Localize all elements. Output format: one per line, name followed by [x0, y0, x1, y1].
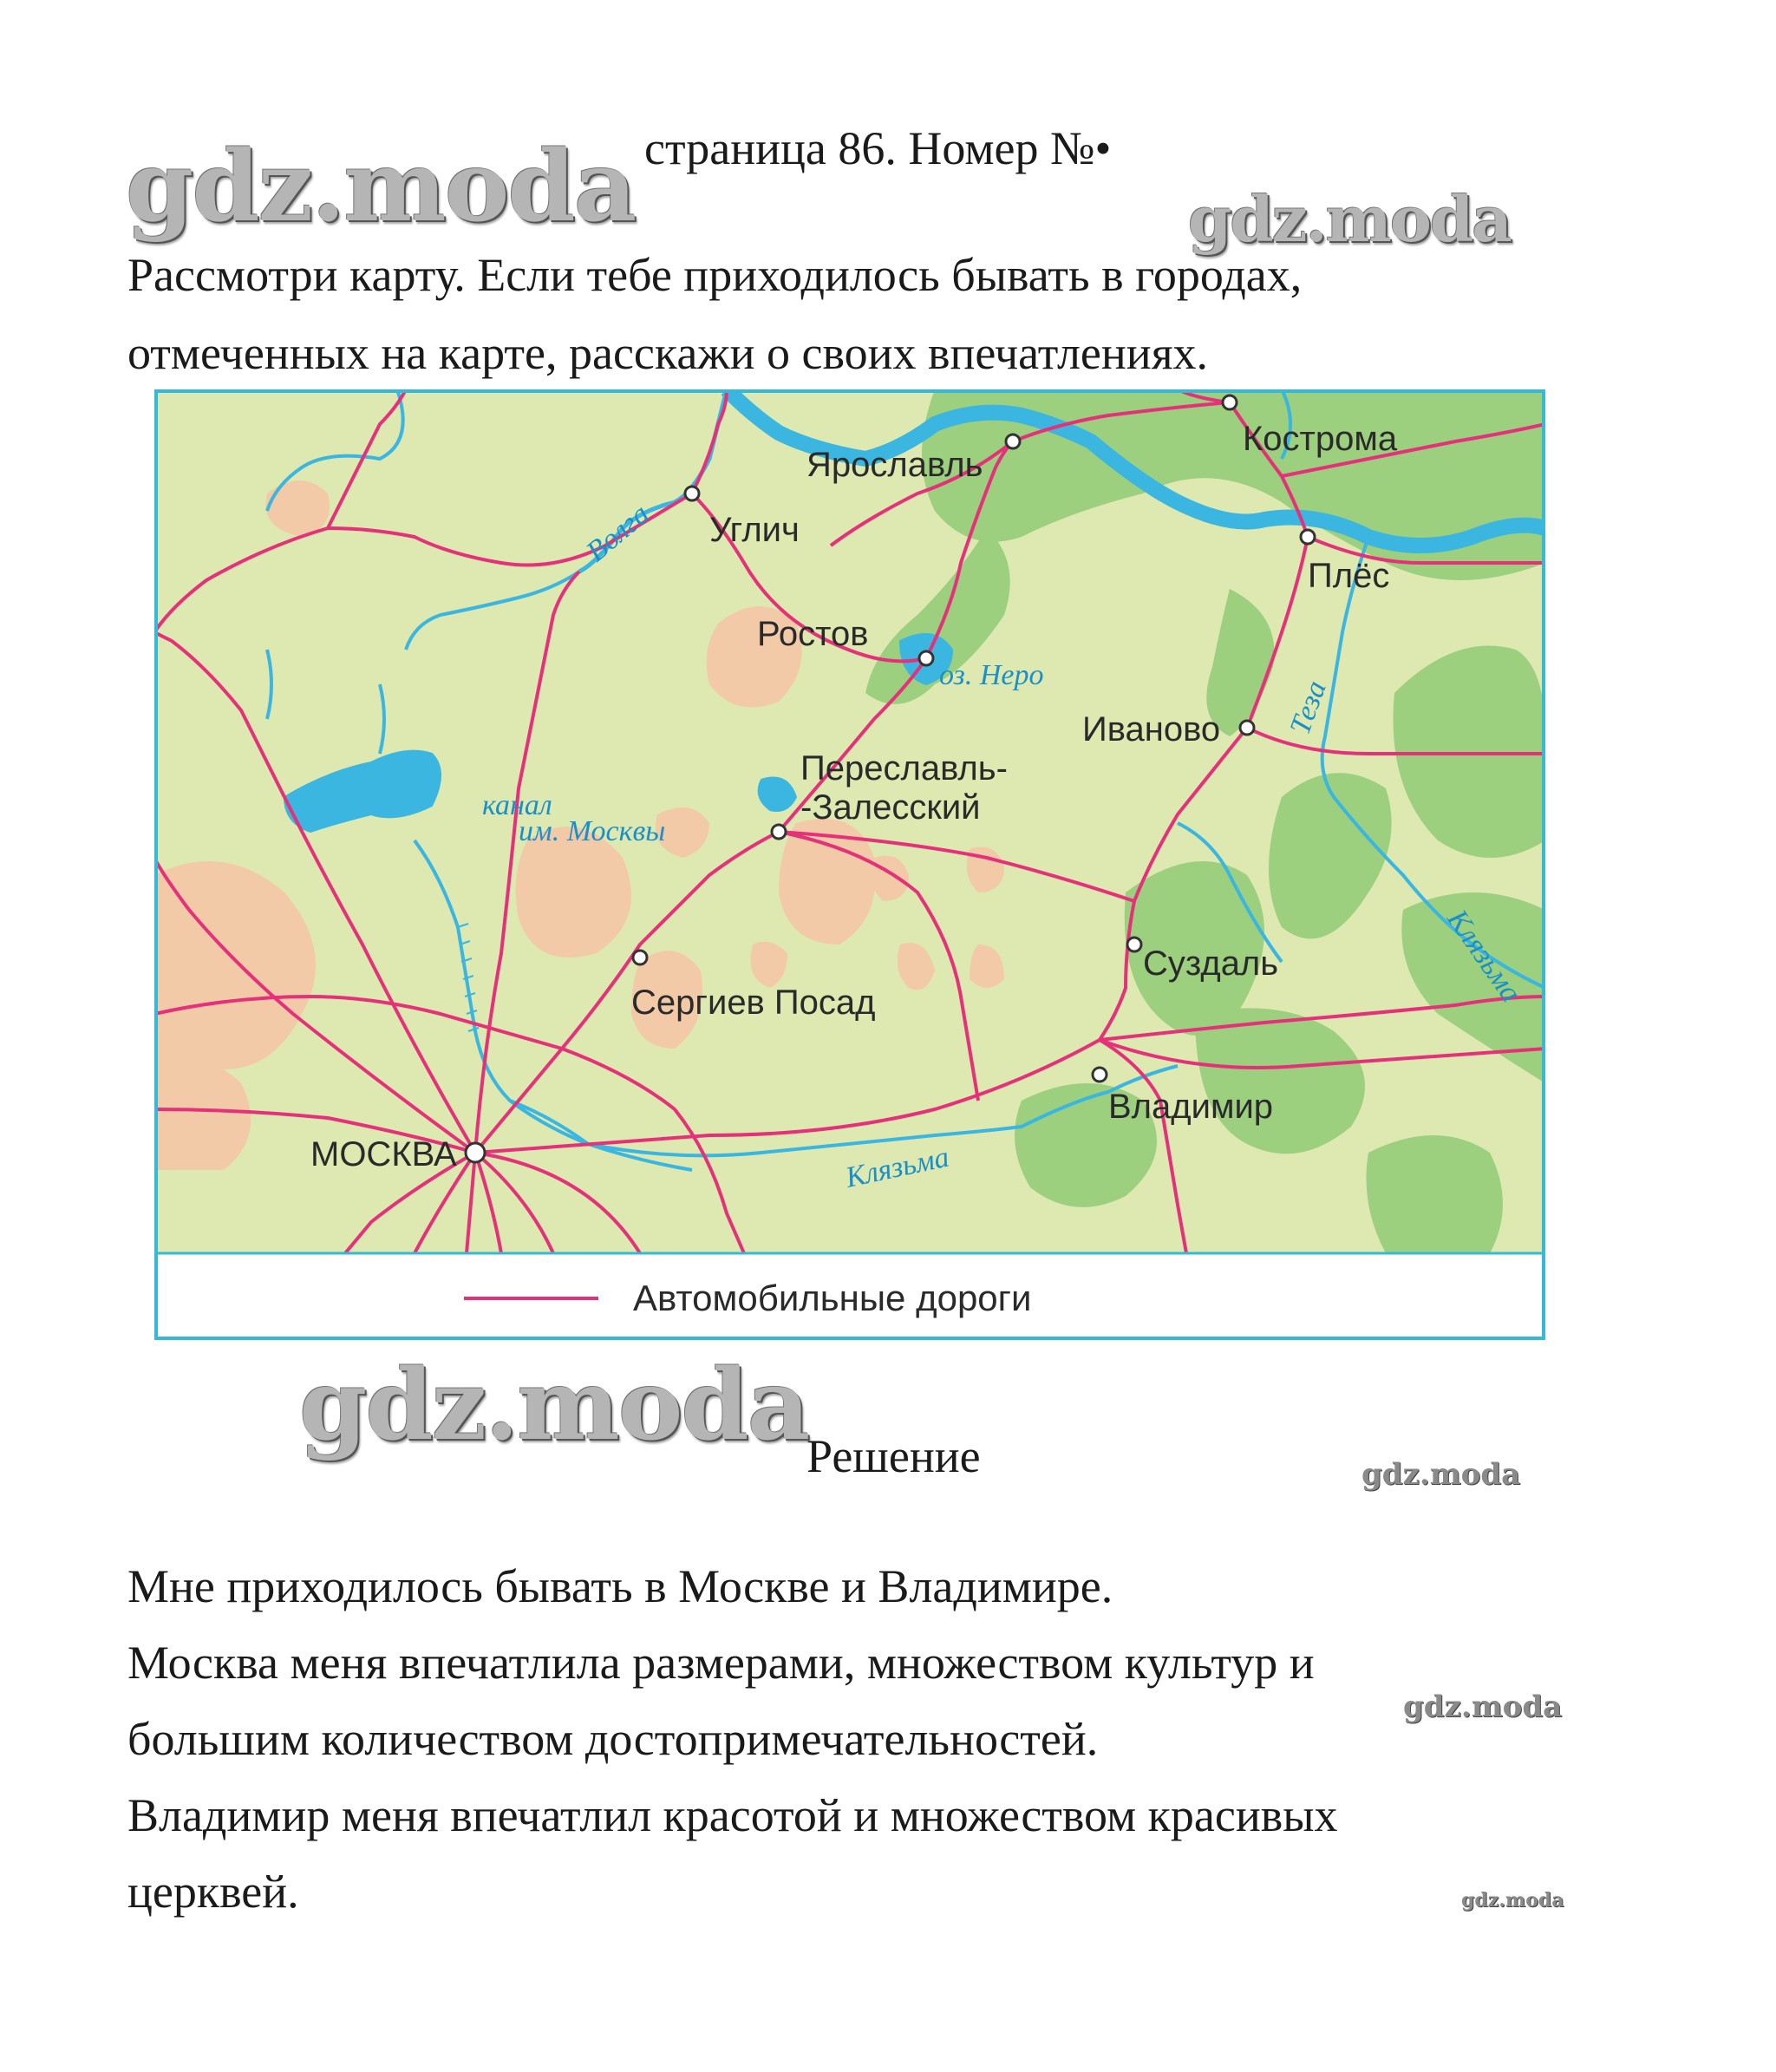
map — [154, 389, 1545, 1340]
label-lake-nero: оз. Неро — [939, 659, 1044, 691]
label-vladimir: Владимир — [1108, 1088, 1274, 1126]
watermark-large-top: gdz.moda — [126, 130, 636, 244]
marker-ivanovo — [1240, 721, 1254, 735]
label-canal-1: канал — [482, 789, 552, 821]
label-klyazma-south: Клязьма — [842, 1141, 952, 1194]
marker-suzdal — [1127, 938, 1141, 951]
solution-line-5: церквей. — [127, 1866, 299, 1918]
marker-rostov — [919, 651, 933, 665]
marker-pereslavl — [772, 825, 786, 839]
label-volga: Волга — [580, 498, 656, 569]
label-rostov: Ростов — [757, 615, 869, 653]
solution-line-1: Мне приходилось бывать в Москве и Владимире. — [127, 1560, 1113, 1612]
solution-text — [127, 1548, 1602, 1930]
label-sergiev-posad: Сергиев Посад — [631, 984, 876, 1022]
marker-vladimir — [1093, 1068, 1107, 1082]
legend-roads-label: Автомобильные дороги — [633, 1278, 1032, 1318]
label-klyazma-east: Клязьма — [1440, 904, 1527, 1009]
watermark-small-5: gdz.moda — [1403, 1690, 1563, 1724]
label-pereslavl-1: Переславль- — [800, 749, 1008, 788]
marker-yaroslavl — [1006, 435, 1020, 448]
solution-line-4: Владимир меня впечатлил красотой и множеством красивых — [127, 1789, 1338, 1841]
solution-line-3: большим количеством достопримечательностей. — [127, 1713, 1099, 1765]
marker-moscow — [466, 1143, 485, 1162]
label-ivanovo: Иваново — [1082, 710, 1221, 748]
solution-title: Решение — [806, 1430, 981, 1482]
watermark-medium-top-right: gdz.moda — [1188, 182, 1511, 256]
marker-sergiev-posad — [633, 951, 647, 964]
watermark-small-6: gdz.moda — [1461, 1889, 1564, 1912]
label-suzdal: Суздаль — [1143, 944, 1279, 983]
label-canal-2: им. Москвы — [519, 815, 666, 847]
solution-line-2: Москва меня впечатлила размерами, множеством культур и — [127, 1637, 1315, 1689]
task-line-1: Рассмотри карту. Если тебе приходилось бывать в городах, — [127, 249, 1303, 301]
task-text — [127, 236, 1558, 392]
label-yaroslavl: Ярославль — [806, 446, 983, 484]
watermark-small-4: gdz.moda — [1361, 1457, 1521, 1492]
page-header: страница 86. Номер №• — [644, 122, 1112, 174]
label-moscow: МОСКВА — [310, 1135, 457, 1173]
label-kostroma: Кострома — [1243, 420, 1398, 458]
watermark-large-bottom: gdz.moda — [299, 1349, 809, 1462]
label-uglich: Углич — [709, 511, 800, 549]
marker-ples — [1301, 530, 1315, 544]
marker-kostroma — [1223, 395, 1237, 409]
marker-uglich — [685, 487, 699, 500]
label-teza: Теза — [1283, 677, 1333, 739]
label-ples: Плёс — [1308, 557, 1390, 595]
label-pereslavl-2: -Залесский — [800, 788, 981, 827]
task-line-2: отмеченных на карте, расскажи о своих впечатлениях. — [127, 327, 1209, 379]
